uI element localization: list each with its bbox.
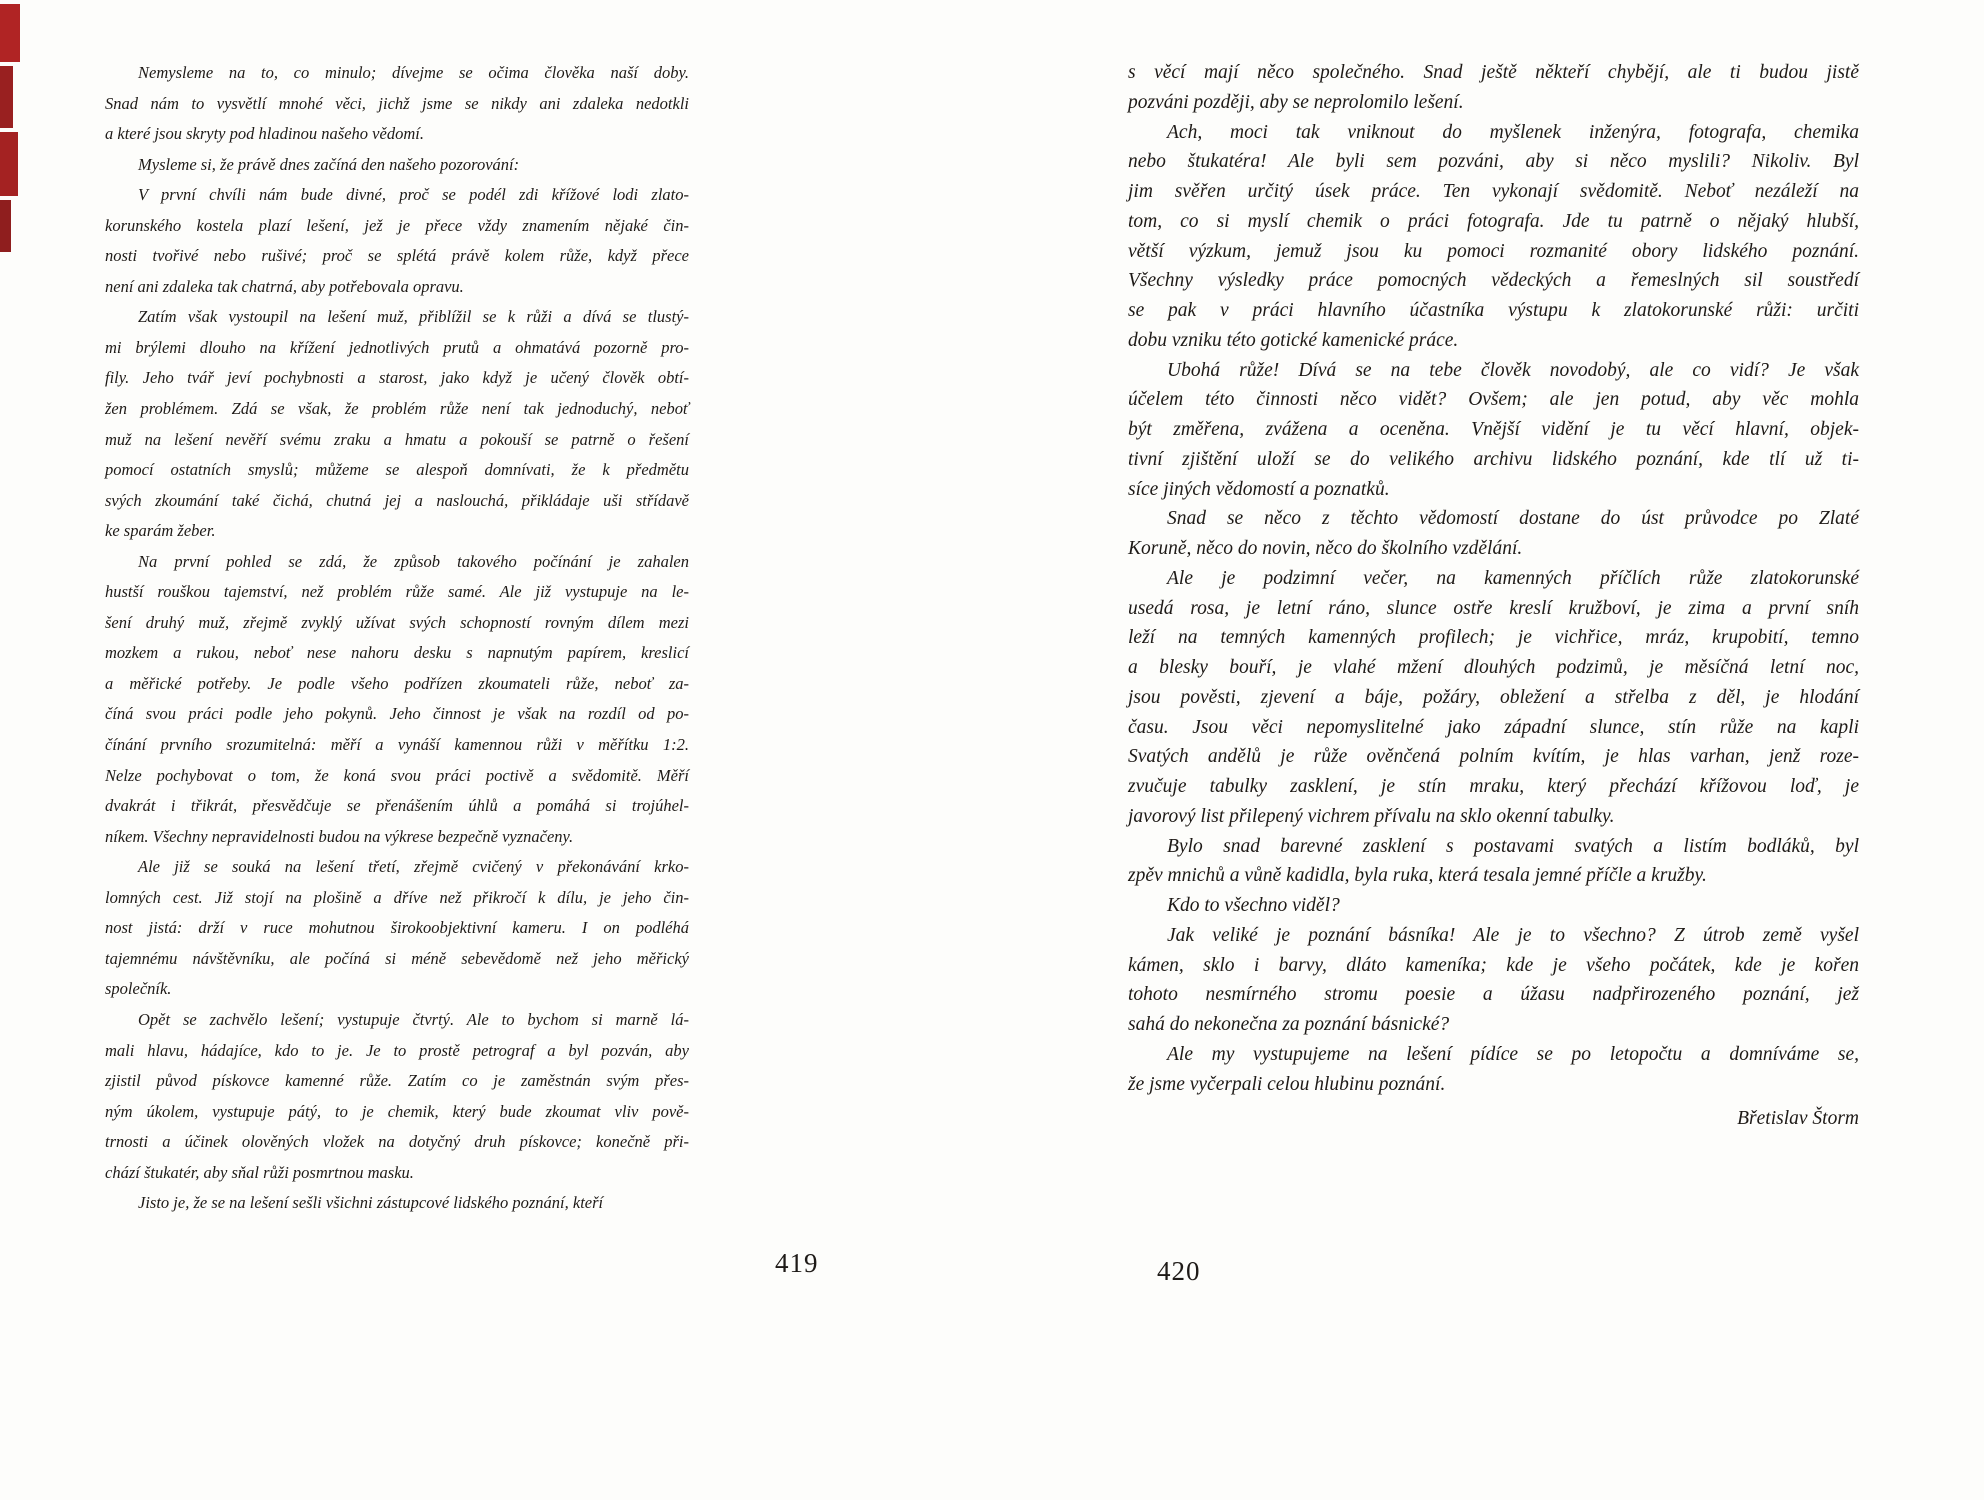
text-line: ným úkolem, vystupuje pátý, to je chemik, který bude zkoumat vliv pově-	[105, 1101, 689, 1121]
text-line: fily. Jeho tvář jeví pochybnosti a starost, jako když je učený člověk obtí-	[105, 368, 689, 388]
text-line: větší výzkum, jemuž jsou ku pomoci rozmanité obory lidského poznání.	[1128, 240, 1859, 262]
text-line: nosti tvořivé nebo rušivé; proč se splétá právě kolem růže, když přece	[105, 246, 689, 266]
text-line: jsou pověsti, zjevení a báje, požáry, obležení a střelba z děl, je hlodání	[1128, 686, 1859, 708]
text-line: Mysleme si, že právě dnes začíná den našeho pozorování:	[138, 154, 520, 174]
text-line: Nemysleme na to, co minulo; dívejme se očima člověka naší doby.	[138, 63, 689, 82]
text-line: hustší rouškou tajemství, než problém růže samé. Ale již vystupuje na le-	[105, 582, 689, 602]
text-line: být změřena, zvážena a oceněna. Vnější vidění je tu věcí hlavní, objek-	[1128, 419, 1859, 440]
text-line: s věcí mají něco společného. Snad ještě někteří chybějí, ale ti budou jistě	[1128, 62, 1859, 83]
text-line: Na první pohled se zdá, že způsob takového počínání je zahalen	[138, 551, 689, 571]
text-line: Koruně, něco do novin, něco do školního vzdělání.	[1128, 538, 1523, 559]
text-line: Snad se něco z těchto vědomostí dostane do úst průvodce po Zlaté	[1167, 508, 1859, 530]
text-line: Ale je podzimní večer, na kamenných příčlích růže zlatokorunské	[1167, 567, 1859, 589]
text-line: leží na temných kamenných profilech; je vichřice, mráz, krupobití, temno	[1128, 627, 1859, 649]
text-line: a měřické potřeby. Je podle všeho podřízen zkoumateli růže, neboť za-	[105, 673, 689, 693]
page-edge-mark	[0, 66, 13, 128]
text-line: javorový list přilepený vichrem přívalu na sklo okenní tabulky.	[1128, 805, 1615, 827]
text-line: pozváni později, aby se neprolomilo lešení.	[1128, 91, 1464, 113]
text-line: a které jsou skryty pod hladinou našeho vědomí.	[105, 124, 424, 144]
text-line: V první chvíli nám bude divné, proč se podél zdi křížové lodi zlato-	[138, 185, 689, 205]
text-line: korunského kostela plazí lešení, jež je přece vždy znamením nějaké čin-	[105, 215, 689, 235]
text-line: Bylo snad barevné zasklení s postavami svatých a listím bodláků, byl	[1167, 835, 1859, 857]
text-line: pomocí ostatních smyslů; můžeme se alespoň domnívati, že k předmětu	[105, 460, 689, 480]
text-line: svých zkoumání také čichá, chutná jej a naslouchá, přikládaje uši střídavě	[105, 490, 689, 510]
text-line: Ubohá růže! Dívá se na tebe člověk novodobý, ale co vidí? Je však	[1167, 359, 1859, 381]
text-line: ke sparám žeber.	[105, 521, 216, 541]
text-line: se pak v práci hlavního účastníka výstupu k zlatokorunské růži: určiti	[1128, 300, 1859, 321]
page-edge-mark	[0, 132, 18, 196]
text-line: dvakrát i třikrát, přesvědčuje se přenášením úhlů a pomáhá si trojúhel-	[105, 796, 689, 816]
text-line: tivní zjištění uloží se do velikého archivu lidského poznání, kde tlí už ti-	[1128, 448, 1859, 470]
text-line: Opět se zachvělo lešení; vystupuje čtvrtý. Ale to bychom si marně lá-	[138, 1009, 689, 1029]
page-edge-mark	[0, 4, 20, 62]
text-line: mali hlavu, hádajíce, kdo to je. Je to prostě petrograf a byl pozván, aby	[105, 1040, 689, 1060]
text-line: že jsme vyčerpali celou hlubinu poznání.	[1128, 1073, 1446, 1095]
text-line: Kdo to všechno viděl?	[1167, 895, 1340, 916]
text-line: Ach, moci tak vniknout do myšlenek inženýra, fotografa, chemika	[1167, 121, 1859, 143]
text-line: chází štukatér, aby sňal růži posmrtnou masku.	[105, 1162, 414, 1182]
text-line: dobu vzniku této gotické kamenické práce.	[1128, 329, 1459, 351]
text-line: šení druhý muž, zřejmě zvyklý užívat svých schopností rovným dílem mezi	[105, 612, 689, 632]
text-line: mozkem a rukou, neboť nese nahoru desku s napnutým papírem, kreslicí	[105, 643, 689, 663]
page-number-right: 420	[1157, 1256, 1201, 1286]
text-line: sahá do nekonečna za poznání básnické?	[1128, 1014, 1450, 1035]
text-line: trnosti a účinek olověných vložek na dotyčný druh pískovce; konečně při-	[105, 1132, 689, 1152]
text-line: účelem této činnosti něco vidět? Ovšem; ale jen potud, aby věc mohla	[1128, 389, 1859, 411]
text-line: jim svěřen určitý úsek práce. Ten vykonají svědomitě. Neboť nezáleží na	[1128, 181, 1859, 202]
text-line: tom, co si myslí chemik o práci fotografa. Jde tu patrně o nějaký hlubší,	[1128, 210, 1859, 232]
text-line: zvučuje tabulky zasklení, je stín mraku, který přechází křížovou loď, je	[1128, 776, 1859, 797]
text-line: Snad nám to vysvětlí mnohé věci, jichž jsme se nikdy ani zdaleka nedotkli	[105, 93, 689, 113]
text-line: síce jiných vědomostí a poznatků.	[1128, 478, 1390, 500]
text-line: mi brýlemi dlouho na křížení jednotlivých prutů a ohmatává pozorně pro-	[105, 337, 689, 357]
text-line: číná svou práci podle jeho pokynů. Jeho činnost je však na rozdíl od po-	[105, 704, 689, 724]
text-line: Zatím však vystoupil na lešení muž, přiblížil se k růži a dívá se tlustý-	[138, 307, 689, 327]
text-line: muž na lešení nevěří svému zraku a hmatu a pokouší se patrně o řešení	[105, 429, 689, 449]
text-line: zpěv mnichů a vůně kadidla, byla ruka, která tesala jemné příčle a kružby.	[1128, 865, 1707, 887]
text-line: usedá rosa, je letní ráno, slunce ostře kreslí kružboví, je zima a první sníh	[1128, 597, 1859, 619]
text-line: Všechny výsledky práce pomocných vědeckých a řemeslných sil soustředí	[1128, 270, 1859, 292]
right-page-text	[1128, 58, 1859, 1099]
author-signature: Břetislav Štorm	[1737, 1108, 1859, 1129]
text-line: zjistil původ pískovce kamenné růže. Zatím co je zaměstnán svým přes-	[105, 1071, 689, 1091]
text-line: Svatých andělů je růže ověnčená polním kvítím, je hlas varhan, jenž roze-	[1128, 746, 1859, 768]
text-line: Ale již se souká na lešení třetí, zřejmě cvičený v překonávání krko-	[138, 857, 689, 877]
text-line: lomných cest. Již stojí na plošině a dříve než přikročí k dílu, je jeho čin-	[105, 887, 689, 907]
text-line: Jisto je, že se na lešení sešli všichni zástupcové lidského poznání, kteří	[138, 1193, 604, 1213]
text-line: času. Jsou věci nepomyslitelné jako západní slunce, stín růže na kapli	[1128, 716, 1859, 738]
text-line: Nelze pochybovat o tom, že koná svou práci poctivě a svědomitě. Měří	[105, 765, 689, 785]
left-page-text	[105, 58, 689, 1219]
text-line: nost jistá: drží v ruce mohutnou širokoobjektivní kameru. I on podléhá	[105, 918, 689, 938]
page-edge-mark	[0, 200, 11, 252]
text-line: tohoto nesmírného stromu poesie a úžasu nadpřirozeného poznání, jež	[1128, 984, 1859, 1006]
page-number-left: 419	[775, 1248, 819, 1278]
text-line: a blesky bouří, je vlahé mžení dlouhých podzimů, je měsíčná letní noc,	[1128, 657, 1859, 678]
text-line: čínání prvního srozumitelná: měří a vynáší kamennou růži v měřítku 1:2.	[105, 735, 689, 755]
text-line: společník.	[105, 979, 172, 999]
text-line: Ale my vystupujeme na lešení pídíce se po letopočtu a domníváme se,	[1167, 1043, 1859, 1065]
text-line: níkem. Všechny nepravidelnosti budou na výkrese bezpečně vyznačeny.	[105, 826, 574, 846]
text-line: Jak veliké je poznání básníka! Ale je to všechno? Z útrob země vyšel	[1167, 924, 1859, 946]
text-line: tajemnému návštěvníku, ale počíná si méně sebevědomě než jeho měřický	[105, 948, 689, 968]
text-line: nebo štukatéra! Ale byli sem pozváni, aby si něco myslili? Nikoliv. Byl	[1128, 151, 1859, 173]
text-line: kámen, sklo i barvy, dláto kameníka; kde je všeho počátek, kde je kořen	[1128, 954, 1859, 976]
text-line: není ani zdaleka tak chatrná, aby potřebovala opravu.	[105, 276, 464, 296]
text-line: žen problémem. Zdá se však, že problém růže není tak jednoduchý, neboť	[105, 399, 689, 419]
